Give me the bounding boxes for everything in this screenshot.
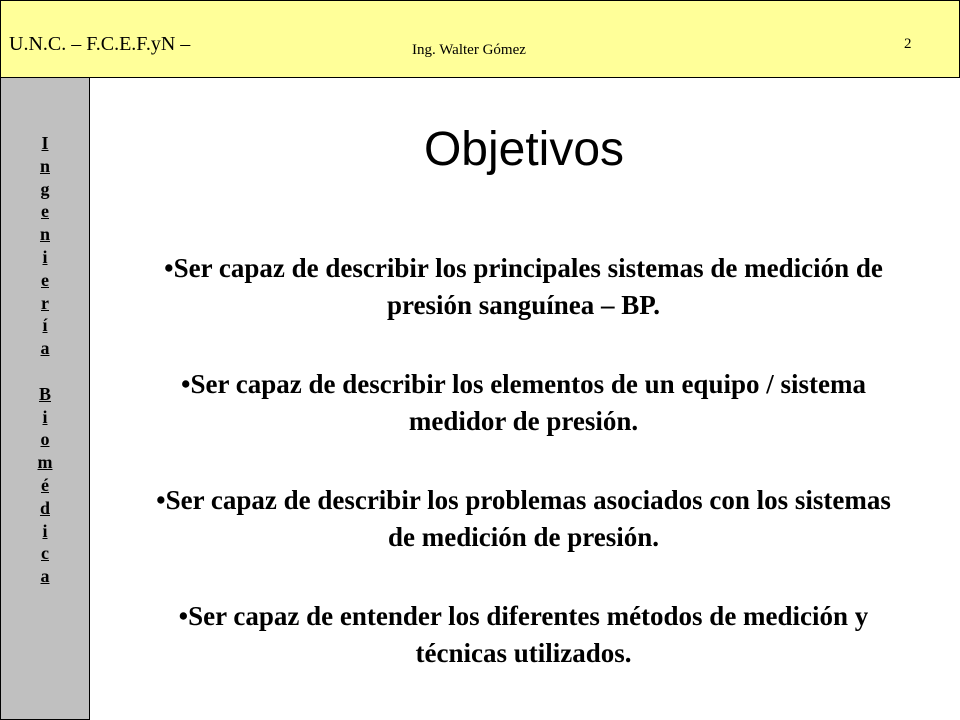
sidebar-letter: B bbox=[38, 383, 51, 404]
sidebar-letter: n bbox=[39, 155, 50, 176]
slide-header bbox=[0, 0, 960, 78]
sidebar-vertical-text bbox=[1, 132, 89, 588]
objective-item: •Ser capaz de entender los diferentes métodos de medición y técnicas utilizados. bbox=[178, 601, 869, 668]
slide-title: Objetivos bbox=[423, 123, 625, 176]
objective-item: •Ser capaz de describir los principales sistemas de medición de presión sanguínea – BP. bbox=[164, 253, 883, 320]
objective-item: •Ser capaz de describir los elementos de un equipo / sistema medidor de presión. bbox=[181, 369, 866, 436]
sidebar-letter: o bbox=[40, 429, 50, 450]
objective-item: •Ser capaz de describir los problemas asociados con los sistemas de medición de presión. bbox=[156, 485, 891, 552]
sidebar-letter: a bbox=[40, 338, 50, 359]
sidebar-word-gap bbox=[1, 360, 89, 383]
sidebar-letter: n bbox=[39, 224, 50, 245]
sidebar-letter: i bbox=[42, 406, 48, 427]
sidebar-letter: é bbox=[41, 474, 49, 495]
sidebar-letter: m bbox=[37, 452, 53, 473]
sidebar-letter: a bbox=[40, 566, 50, 587]
sidebar-letter: í bbox=[42, 315, 48, 336]
institution-label: U.N.C. – F.C.E.F.yN – bbox=[9, 33, 191, 55]
sidebar-letter: r bbox=[41, 292, 49, 313]
sidebar-letter: c bbox=[41, 543, 49, 564]
sidebar-letter: i bbox=[42, 246, 48, 267]
objectives-list bbox=[140, 250, 907, 672]
sidebar-letter: e bbox=[41, 269, 49, 290]
sidebar bbox=[0, 78, 90, 720]
sidebar-letter: e bbox=[41, 201, 49, 222]
sidebar-letter: I bbox=[41, 133, 49, 153]
sidebar-letter: g bbox=[40, 178, 50, 199]
page-number: 2 bbox=[904, 36, 912, 52]
author-label: Ing. Walter Gómez bbox=[412, 42, 526, 58]
sidebar-letter: d bbox=[39, 497, 50, 518]
sidebar-letter: i bbox=[42, 520, 48, 541]
